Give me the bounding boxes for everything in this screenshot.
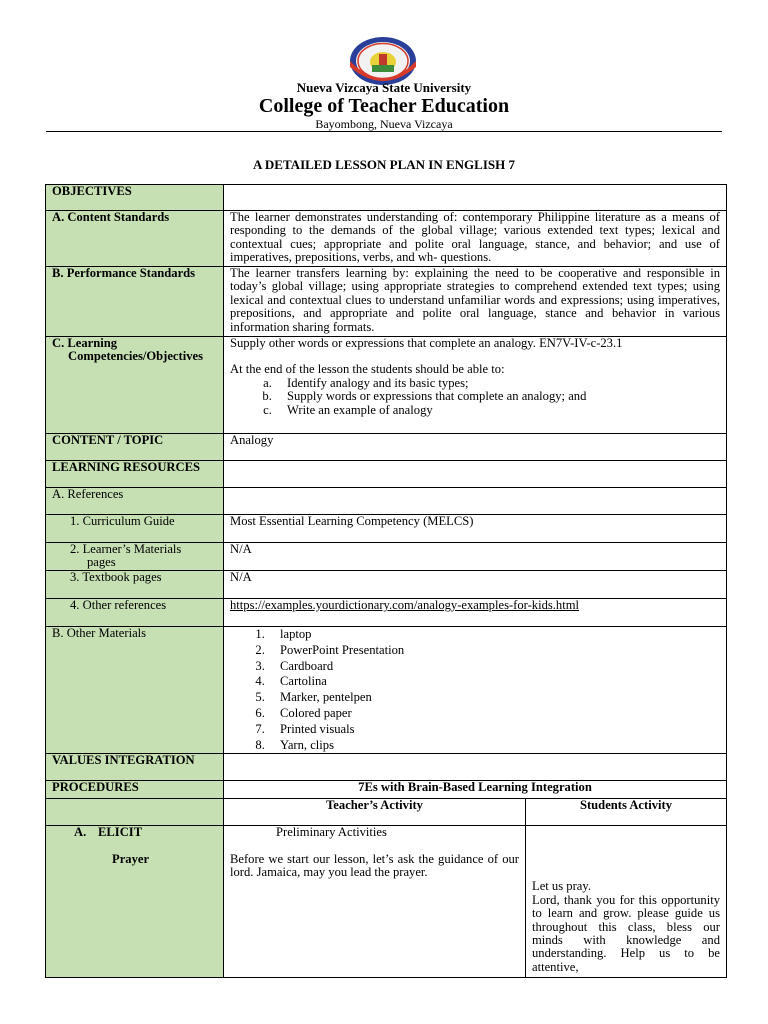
table-row	[46, 461, 727, 488]
student-prayer-intro: Let us pray.	[532, 879, 591, 894]
learners-materials-value: N/A	[224, 543, 727, 571]
objectives-label: OBJECTIVES	[46, 185, 224, 211]
learners-materials-label-line1: 2. Learner’s Materials	[70, 542, 182, 556]
prayer-label: Prayer	[112, 851, 150, 866]
procedures-label: PROCEDURES	[46, 781, 224, 799]
college-location: Bayombong, Nueva Vizcaya	[315, 117, 453, 131]
list-item: 3. Cardboard	[268, 659, 720, 675]
table-row	[46, 337, 727, 434]
values-integration-label: VALUES INTEGRATION	[46, 754, 224, 781]
competencies-cell	[224, 337, 727, 434]
list-item: 7. Printed visuals	[268, 722, 720, 738]
textbook-pages-label: 3. Textbook pages	[46, 571, 224, 599]
performance-standards-text: The learner transfers learning by: explaining the need to be cooperative and responsible in today’s global village; using appropriate strategies to comprehend extended text types; using lexical and contextual clues to understand unfamiliar words and expressions; using imperatives, prepositions, and appropriate and polite oral language, stance and behavior in various information sharing formats.	[224, 267, 727, 337]
elicit-label-cell	[46, 826, 224, 978]
list-item: 1. laptop	[268, 627, 720, 643]
teacher-activity-header: Teacher’s Activity	[224, 799, 526, 826]
table-row	[46, 488, 727, 515]
table-row	[46, 627, 727, 754]
students-activity-header: Students Activity	[526, 799, 727, 826]
other-references-cell	[224, 599, 727, 627]
reference-link[interactable]: https://examples.yourdictionary.com/analogy-examples-for-kids.html	[230, 598, 580, 612]
table-row	[46, 799, 727, 826]
table-row	[46, 571, 727, 599]
performance-standards-label: B. Performance Standards	[46, 267, 224, 337]
list-item: a. Identify analogy and its basic types;	[275, 377, 720, 390]
learners-materials-label-line2: pages	[87, 555, 116, 570]
learning-resources-value	[224, 461, 727, 488]
table-row	[46, 185, 727, 211]
objectives-list	[230, 377, 720, 417]
objectives-value	[224, 185, 727, 211]
competencies-label-line2: Competencies/Objectives	[68, 349, 203, 364]
preliminary-activities-heading: Preliminary Activities	[276, 825, 387, 840]
teacher-prayer-text: Before we start our lesson, let’s ask the guidance of our lord. Jamaica, may you lead the prayer.	[230, 851, 519, 880]
competencies-label	[46, 337, 224, 434]
content-standards-text: The learner demonstrates understanding of: contemporary Philippine literature as a means of responding to the demands of the global village; various extended text types; lexical and contextual cues; appropriate and polite oral language, stance, and behavior; and use of imperatives, prepositions, verbs, and wh- questions.	[224, 211, 727, 267]
lesson-plan-table	[45, 184, 727, 978]
other-materials-label: B. Other Materials	[46, 627, 224, 754]
list-item: 6. Colored paper	[268, 706, 720, 722]
elicit-teacher-cell	[224, 826, 526, 978]
list-item: 2. PowerPoint Presentation	[268, 643, 720, 659]
content-standards-label: A. Content Standards	[46, 211, 224, 267]
curriculum-guide-value: Most Essential Learning Competency (MELCS)	[224, 515, 727, 543]
other-materials-cell	[224, 627, 727, 754]
learning-resources-label: LEARNING RESOURCES	[46, 461, 224, 488]
university-name: Nueva Vizcaya State University	[296, 80, 472, 95]
table-row	[46, 515, 727, 543]
curriculum-guide-label: 1. Curriculum Guide	[46, 515, 224, 543]
table-row	[46, 434, 727, 461]
college-name: College of Teacher Education	[258, 95, 510, 117]
table-row	[46, 826, 727, 978]
table-row	[46, 781, 727, 799]
list-item: c. Write an example of analogy	[275, 404, 720, 417]
table-row	[46, 267, 727, 337]
references-label: A. References	[46, 488, 224, 515]
table-row	[46, 543, 727, 571]
list-item: b. Supply words or expressions that complete an analogy; and	[275, 390, 720, 403]
document-title: A DETAILED LESSON PLAN IN ENGLISH 7	[253, 157, 515, 172]
elicit-student-cell	[526, 826, 727, 978]
other-references-label: 4. Other references	[46, 599, 224, 627]
values-integration-value	[224, 754, 727, 781]
list-item: 4. Cartolina	[268, 674, 720, 690]
competency-code-text: Supply other words or expressions that complete an analogy. EN7V-IV-c-23.1	[230, 336, 623, 350]
materials-list	[230, 627, 720, 753]
table-row	[46, 754, 727, 781]
header-divider	[46, 131, 722, 132]
list-item: 5. Marker, pentelpen	[268, 690, 720, 706]
procedures-value: 7Es with Brain-Based Learning Integration	[224, 781, 727, 799]
elicit-label: A. ELICIT	[74, 825, 143, 840]
references-value	[224, 488, 727, 515]
textbook-pages-value: N/A	[224, 571, 727, 599]
procedures-blank	[46, 799, 224, 826]
objectives-intro: At the end of the lesson the students should be able to:	[230, 362, 505, 377]
table-row	[46, 211, 727, 267]
content-topic-value: Analogy	[224, 434, 727, 461]
competencies-label-line1: C. Learning	[52, 336, 118, 350]
list-item: 8. Yarn, clips	[268, 738, 720, 754]
table-row	[46, 599, 727, 627]
content-topic-label: CONTENT / TOPIC	[46, 434, 224, 461]
student-prayer-text: Lord, thank you for this opportunity to learn and grow. please guide us throughout this class, bless our minds with knowledge and understanding. Help us to be attentive,	[532, 892, 720, 974]
learners-materials-label	[46, 543, 224, 571]
